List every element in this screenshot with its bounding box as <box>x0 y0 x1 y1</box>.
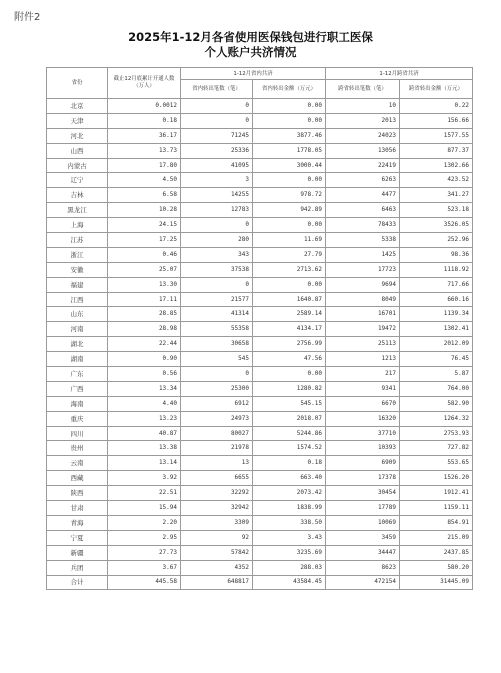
accounts-cell: 13.73 <box>108 143 181 158</box>
intra-count-cell: 6912 <box>181 396 253 411</box>
intra-amount-cell: 1838.99 <box>253 501 326 516</box>
document-title: 2025年1-12月各省使用医保钱包进行职工医保 <box>128 30 373 44</box>
cross-count-cell: 34447 <box>326 545 400 560</box>
intra-amount-cell: 27.79 <box>253 247 326 262</box>
cross-amount-cell: 523.18 <box>400 203 473 218</box>
cross-count-cell: 1213 <box>326 352 400 367</box>
accounts-cell: 445.58 <box>108 575 181 590</box>
intra-count-cell: 0 <box>181 99 253 114</box>
intra-count-cell: 14255 <box>181 188 253 203</box>
province-cell: 四川 <box>47 426 108 441</box>
accounts-cell: 36.17 <box>108 128 181 143</box>
table-row <box>47 501 473 516</box>
province-cell: 海南 <box>47 396 108 411</box>
province-cell: 河南 <box>47 322 108 337</box>
cross-count-cell: 13056 <box>326 143 400 158</box>
cross-amount-cell: 660.16 <box>400 292 473 307</box>
accounts-cell: 10.28 <box>108 203 181 218</box>
table-row <box>47 530 473 545</box>
province-cell: 北京 <box>47 99 108 114</box>
intra-count-cell: 0 <box>181 113 253 128</box>
accounts-cell: 13.38 <box>108 441 181 456</box>
province-cell: 天津 <box>47 113 108 128</box>
intra-amount-cell: 3.43 <box>253 530 326 545</box>
cross-count-cell: 10393 <box>326 441 400 456</box>
province-cell: 福建 <box>47 277 108 292</box>
cross-amount-cell: 764.00 <box>400 381 473 396</box>
province-cell: 西藏 <box>47 471 108 486</box>
intra-count-cell: 648817 <box>181 575 253 590</box>
accounts-cell: 13.23 <box>108 411 181 426</box>
accounts-cell: 0.18 <box>108 113 181 128</box>
cross-count-cell: 6670 <box>326 396 400 411</box>
table-row <box>47 411 473 426</box>
accounts-cell: 40.87 <box>108 426 181 441</box>
table-row <box>47 352 473 367</box>
intra-count-cell: 37538 <box>181 262 253 277</box>
group-header-cross: 1-12月跨省共济 <box>326 68 473 80</box>
cross-amount-cell: 1159.11 <box>400 501 473 516</box>
cross-amount-cell: 423.52 <box>400 173 473 188</box>
intra-amount-cell: 1640.87 <box>253 292 326 307</box>
intra-amount-cell: 0.00 <box>253 218 326 233</box>
cross-amount-cell: 1139.34 <box>400 307 473 322</box>
table-row <box>47 247 473 262</box>
accounts-cell: 2.20 <box>108 515 181 530</box>
intra-count-cell: 25336 <box>181 143 253 158</box>
intra-amount-cell: 2756.99 <box>253 337 326 352</box>
intra-count-cell: 24973 <box>181 411 253 426</box>
province-table <box>46 67 473 590</box>
province-cell: 山西 <box>47 143 108 158</box>
cross-count-cell: 78433 <box>326 218 400 233</box>
table-row <box>47 545 473 560</box>
table-row <box>47 128 473 143</box>
accounts-cell: 22.51 <box>108 486 181 501</box>
cross-count-cell: 2013 <box>326 113 400 128</box>
accounts-cell: 13.30 <box>108 277 181 292</box>
cross-count-cell: 5338 <box>326 233 400 248</box>
cross-amount-cell: 1264.32 <box>400 411 473 426</box>
intra-amount-cell: 0.00 <box>253 113 326 128</box>
cross-amount-cell: 1912.41 <box>400 486 473 501</box>
cross-amount-cell: 1526.20 <box>400 471 473 486</box>
cross-amount-cell: 3526.05 <box>400 218 473 233</box>
intra-count-cell: 41314 <box>181 307 253 322</box>
table-row <box>47 113 473 128</box>
province-cell: 河北 <box>47 128 108 143</box>
table-row <box>47 203 473 218</box>
province-cell: 江西 <box>47 292 108 307</box>
accounts-cell: 6.58 <box>108 188 181 203</box>
intra-count-cell: 30658 <box>181 337 253 352</box>
cross-count-cell: 19472 <box>326 322 400 337</box>
intra-amount-cell: 1574.52 <box>253 441 326 456</box>
intra-count-cell: 343 <box>181 247 253 262</box>
cross-count-cell: 16701 <box>326 307 400 322</box>
table-row <box>47 486 473 501</box>
intra-count-cell: 0 <box>181 367 253 382</box>
intra-amount-cell: 0.00 <box>253 367 326 382</box>
cross-amount-cell: 1577.55 <box>400 128 473 143</box>
accounts-cell: 17.25 <box>108 233 181 248</box>
cross-amount-cell: 1118.92 <box>400 262 473 277</box>
table-row <box>47 277 473 292</box>
cross-amount-cell: 98.36 <box>400 247 473 262</box>
intra-amount-cell: 3000.44 <box>253 158 326 173</box>
intra-count-cell: 0 <box>181 218 253 233</box>
intra-amount-cell: 978.72 <box>253 188 326 203</box>
cross-amount-cell: 2437.85 <box>400 545 473 560</box>
intra-amount-cell: 0.00 <box>253 277 326 292</box>
table-row <box>47 188 473 203</box>
province-cell: 贵州 <box>47 441 108 456</box>
col-header-intra-count: 省内转出笔数（笔） <box>181 80 253 99</box>
cross-count-cell: 472154 <box>326 575 400 590</box>
province-cell: 辽宁 <box>47 173 108 188</box>
intra-amount-cell: 2713.62 <box>253 262 326 277</box>
table-row <box>47 292 473 307</box>
cross-count-cell: 6263 <box>326 173 400 188</box>
intra-count-cell: 25300 <box>181 381 253 396</box>
intra-amount-cell: 3877.46 <box>253 128 326 143</box>
intra-amount-cell: 2073.42 <box>253 486 326 501</box>
intra-amount-cell: 288.03 <box>253 560 326 575</box>
cross-count-cell: 217 <box>326 367 400 382</box>
province-cell: 山东 <box>47 307 108 322</box>
cross-amount-cell: 156.66 <box>400 113 473 128</box>
intra-amount-cell: 2589.14 <box>253 307 326 322</box>
table-row <box>47 218 473 233</box>
intra-count-cell: 55358 <box>181 322 253 337</box>
intra-amount-cell: 11.69 <box>253 233 326 248</box>
cross-amount-cell: 877.37 <box>400 143 473 158</box>
intra-amount-cell: 545.15 <box>253 396 326 411</box>
cross-amount-cell: 341.27 <box>400 188 473 203</box>
province-cell: 黑龙江 <box>47 203 108 218</box>
intra-amount-cell: 43584.45 <box>253 575 326 590</box>
cross-amount-cell: 717.66 <box>400 277 473 292</box>
province-cell: 吉林 <box>47 188 108 203</box>
intra-amount-cell: 0.18 <box>253 456 326 471</box>
province-cell: 浙江 <box>47 247 108 262</box>
accounts-cell: 17.11 <box>108 292 181 307</box>
cross-amount-cell: 31445.09 <box>400 575 473 590</box>
group-header-intra: 1-12月省内共济 <box>181 68 326 80</box>
intra-count-cell: 280 <box>181 233 253 248</box>
province-cell: 兵团 <box>47 560 108 575</box>
intra-amount-cell: 0.00 <box>253 99 326 114</box>
accounts-cell: 3.92 <box>108 471 181 486</box>
accounts-cell: 3.67 <box>108 560 181 575</box>
table-row <box>47 337 473 352</box>
accounts-cell: 0.0012 <box>108 99 181 114</box>
province-cell: 新疆 <box>47 545 108 560</box>
province-cell: 陕西 <box>47 486 108 501</box>
accounts-cell: 13.34 <box>108 381 181 396</box>
cross-count-cell: 25113 <box>326 337 400 352</box>
table-row <box>47 575 473 590</box>
cross-count-cell: 9341 <box>326 381 400 396</box>
cross-amount-cell: 2012.09 <box>400 337 473 352</box>
col-header-cross-amount: 跨省转出金额（万元） <box>400 80 473 99</box>
province-cell: 青海 <box>47 515 108 530</box>
cross-count-cell: 37710 <box>326 426 400 441</box>
table-row <box>47 233 473 248</box>
cross-amount-cell: 580.20 <box>400 560 473 575</box>
cross-amount-cell: 252.96 <box>400 233 473 248</box>
col-header-intra-amount: 省内转出金额（万元） <box>253 80 326 99</box>
table-row <box>47 262 473 277</box>
intra-amount-cell: 663.40 <box>253 471 326 486</box>
accounts-cell: 0.56 <box>108 367 181 382</box>
cross-count-cell: 3459 <box>326 530 400 545</box>
intra-count-cell: 21978 <box>181 441 253 456</box>
accounts-cell: 28.98 <box>108 322 181 337</box>
intra-count-cell: 32292 <box>181 486 253 501</box>
cross-amount-cell: 5.87 <box>400 367 473 382</box>
province-cell: 上海 <box>47 218 108 233</box>
intra-amount-cell: 1778.05 <box>253 143 326 158</box>
cross-count-cell: 17378 <box>326 471 400 486</box>
intra-count-cell: 545 <box>181 352 253 367</box>
table-row <box>47 173 473 188</box>
province-cell: 广东 <box>47 367 108 382</box>
intra-amount-cell: 3235.69 <box>253 545 326 560</box>
cross-count-cell: 16320 <box>326 411 400 426</box>
cross-count-cell: 4477 <box>326 188 400 203</box>
cross-count-cell: 6463 <box>326 203 400 218</box>
cross-amount-cell: 215.09 <box>400 530 473 545</box>
province-cell: 合计 <box>47 575 108 590</box>
cross-count-cell: 8049 <box>326 292 400 307</box>
table-row <box>47 515 473 530</box>
cross-count-cell: 10 <box>326 99 400 114</box>
accounts-cell: 13.14 <box>108 456 181 471</box>
intra-count-cell: 32942 <box>181 501 253 516</box>
accounts-cell: 24.15 <box>108 218 181 233</box>
cross-count-cell: 6909 <box>326 456 400 471</box>
cross-count-cell: 17723 <box>326 262 400 277</box>
intra-amount-cell: 338.50 <box>253 515 326 530</box>
table-row <box>47 307 473 322</box>
province-cell: 湖南 <box>47 352 108 367</box>
document-subtitle: 个人账户共济情况 <box>204 45 297 59</box>
intra-count-cell: 3309 <box>181 515 253 530</box>
accounts-cell: 28.85 <box>108 307 181 322</box>
intra-amount-cell: 2018.07 <box>253 411 326 426</box>
col-header-cross-count: 跨省转出笔数（笔） <box>326 80 400 99</box>
intra-count-cell: 6655 <box>181 471 253 486</box>
table-header <box>47 68 473 99</box>
table-row <box>47 560 473 575</box>
intra-count-cell: 71245 <box>181 128 253 143</box>
cross-amount-cell: 0.22 <box>400 99 473 114</box>
col-header-province: 省份 <box>47 68 108 99</box>
table-row <box>47 158 473 173</box>
province-cell: 江苏 <box>47 233 108 248</box>
province-cell: 宁夏 <box>47 530 108 545</box>
intra-count-cell: 80027 <box>181 426 253 441</box>
accounts-cell: 0.46 <box>108 247 181 262</box>
cross-amount-cell: 76.45 <box>400 352 473 367</box>
intra-count-cell: 0 <box>181 277 253 292</box>
accounts-cell: 22.44 <box>108 337 181 352</box>
intra-count-cell: 57842 <box>181 545 253 560</box>
cross-amount-cell: 727.82 <box>400 441 473 456</box>
col-header-accounts: 截止12月底累计开通人数（万人） <box>108 68 181 99</box>
table-row <box>47 99 473 114</box>
cross-amount-cell: 1302.41 <box>400 322 473 337</box>
table-row <box>47 426 473 441</box>
cross-amount-cell: 854.91 <box>400 515 473 530</box>
province-cell: 云南 <box>47 456 108 471</box>
cross-amount-cell: 582.90 <box>400 396 473 411</box>
province-cell: 甘肃 <box>47 501 108 516</box>
cross-count-cell: 1425 <box>326 247 400 262</box>
table-body <box>47 99 473 590</box>
accounts-cell: 4.50 <box>108 173 181 188</box>
accounts-cell: 25.07 <box>108 262 181 277</box>
province-cell: 安徽 <box>47 262 108 277</box>
intra-count-cell: 13 <box>181 456 253 471</box>
intra-count-cell: 21577 <box>181 292 253 307</box>
cross-count-cell: 8623 <box>326 560 400 575</box>
cross-amount-cell: 553.65 <box>400 456 473 471</box>
province-cell: 重庆 <box>47 411 108 426</box>
table-row <box>47 396 473 411</box>
intra-count-cell: 41095 <box>181 158 253 173</box>
cross-count-cell: 9694 <box>326 277 400 292</box>
table-row <box>47 441 473 456</box>
accounts-cell: 0.90 <box>108 352 181 367</box>
cross-count-cell: 22419 <box>326 158 400 173</box>
province-cell: 内蒙古 <box>47 158 108 173</box>
cross-count-cell: 17789 <box>326 501 400 516</box>
province-cell: 湖北 <box>47 337 108 352</box>
intra-amount-cell: 942.89 <box>253 203 326 218</box>
cross-count-cell: 10069 <box>326 515 400 530</box>
table-row <box>47 367 473 382</box>
intra-amount-cell: 5244.86 <box>253 426 326 441</box>
table-row <box>47 143 473 158</box>
intra-count-cell: 4352 <box>181 560 253 575</box>
intra-amount-cell: 4134.17 <box>253 322 326 337</box>
cross-amount-cell: 2753.93 <box>400 426 473 441</box>
intra-amount-cell: 47.56 <box>253 352 326 367</box>
table-row <box>47 471 473 486</box>
accounts-cell: 27.73 <box>108 545 181 560</box>
accounts-cell: 2.95 <box>108 530 181 545</box>
cross-count-cell: 24023 <box>326 128 400 143</box>
attachment-label: 附件2 <box>14 12 41 23</box>
accounts-cell: 4.40 <box>108 396 181 411</box>
accounts-cell: 17.80 <box>108 158 181 173</box>
intra-amount-cell: 0.00 <box>253 173 326 188</box>
intra-count-cell: 92 <box>181 530 253 545</box>
table-row <box>47 381 473 396</box>
intra-amount-cell: 1280.82 <box>253 381 326 396</box>
intra-count-cell: 12783 <box>181 203 253 218</box>
intra-count-cell: 3 <box>181 173 253 188</box>
province-cell: 广西 <box>47 381 108 396</box>
accounts-cell: 15.94 <box>108 501 181 516</box>
cross-count-cell: 30454 <box>326 486 400 501</box>
table-row <box>47 456 473 471</box>
cross-amount-cell: 1302.66 <box>400 158 473 173</box>
table-row <box>47 322 473 337</box>
